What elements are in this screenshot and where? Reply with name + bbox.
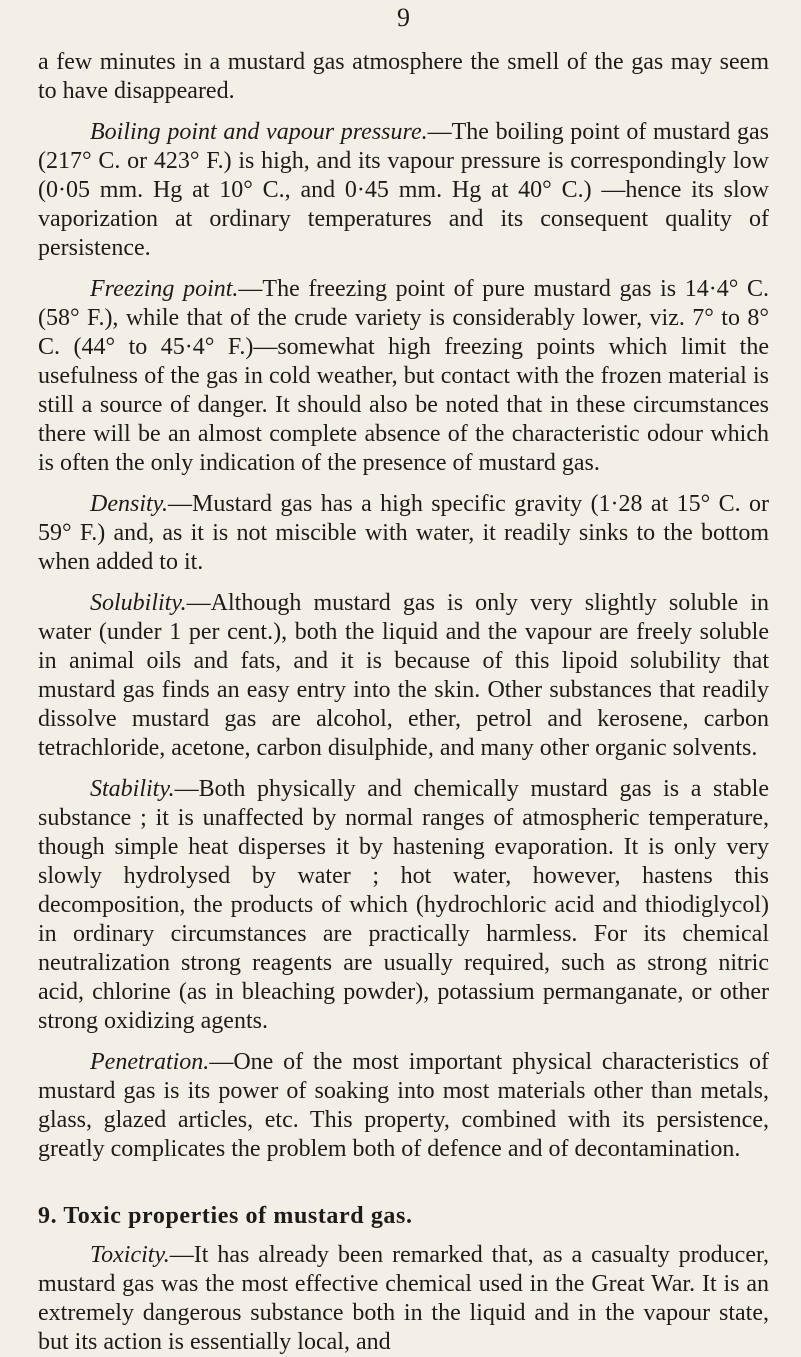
paragraph-freezing-point bbox=[38, 275, 769, 478]
paragraph-toxicity bbox=[38, 1241, 769, 1357]
paragraph-text: —Both physically and chemically mustard gas is a stable substance ; it is unaffected by normal ranges of atmospheric temperature, though simple heat disperses it by hastening evaporation. It is only very slowly hydrolysed by water ; hot water, however, hastens this decomposition, the products of which (hydrochloric acid and thiodiglycol) in ordinary circumstances are practically harmless. For its chemical neutralization strong reagents are usually required, such as strong nitric acid, chlorine (as in bleaching powder), potassium permanganate, or other strong oxidizing agents. bbox=[38, 776, 769, 1034]
paragraph-penetration bbox=[38, 1048, 769, 1164]
paragraph-lead: Freezing point. bbox=[90, 276, 239, 302]
paragraph-text: —The boiling point of mustard gas (217° C. or 423° F.) is high, and its vapour pressure is correspondingly low (0·05 mm. Hg at 10° C., and 0·45 mm. Hg at 40° C.) —hence its slow vaporization at ordinary temperatures and its consequent quality of persistence. bbox=[38, 119, 770, 261]
paragraph-lead: Solubility. bbox=[90, 590, 187, 616]
paragraph-stability bbox=[38, 775, 769, 1036]
paragraph-boiling-point bbox=[38, 118, 769, 263]
paragraph-text: —It has already been remarked that, as a casualty producer, mustard gas was the most effective chemical used in the Great War. It is an extremely dangerous substance both in the liquid and in the vapour state, but its action is essentially local, and bbox=[38, 1242, 769, 1355]
paragraph-text: —Although mustard gas is only very slightly soluble in water (under 1 per cent.), both the liquid and the vapour are freely soluble in animal oils and fats, and it is because of this lipoid solubility that mustard gas finds an easy entry into the skin. Other substances that readily dissolve mustard gas are alcohol, ether, petrol and kerosene, carbon tetrachloride, acetone, carbon disulphide, and many other organic solvents. bbox=[38, 590, 769, 761]
opening-paragraph: a few minutes in a mustard gas atmosphere the smell of the gas may seem to have disappeared. bbox=[38, 49, 769, 104]
paragraph-text: —Mustard gas has a high specific gravity (1·28 at 15° C. or 59° F.) and, as it is not miscible with water, it readily sinks to the bottom when added to it. bbox=[38, 491, 769, 575]
paragraph-lead: Toxicity. bbox=[90, 1242, 170, 1268]
paragraph-solubility bbox=[38, 589, 769, 763]
paragraph-lead: Density. bbox=[90, 491, 168, 517]
paragraph-text: —One of the most important physical characteristics of mustard gas is its power of soaking into most materials other than metals, glass, glazed articles, etc. This property, combined with its persistence, greatly complicates the problem both of defence and of decontamination. bbox=[38, 1049, 769, 1162]
paragraph-lead: Penetration. bbox=[90, 1049, 210, 1075]
page-number: 9 bbox=[397, 3, 410, 32]
section-heading: 9. Toxic properties of mustard gas. bbox=[38, 1203, 413, 1229]
paragraph-lead: Boiling point and vapour pressure. bbox=[90, 119, 428, 145]
paragraph-density bbox=[38, 490, 769, 577]
paragraph-text: —The freezing point of pure mustard gas is 14·4° C. (58° F.), while that of the crude variety is considerably lower, viz. 7° to 8° C. (44° to 45·4° F.)—somewhat high freezing points which limit the usefulness of the gas in cold weather, but contact with the frozen material is still a source of danger. It should also be noted that in these circumstances there will be an almost complete absence of the characteristic odour which is often the only indication of the presence of mustard gas. bbox=[38, 276, 769, 476]
paragraph-lead: Stability. bbox=[90, 776, 175, 802]
